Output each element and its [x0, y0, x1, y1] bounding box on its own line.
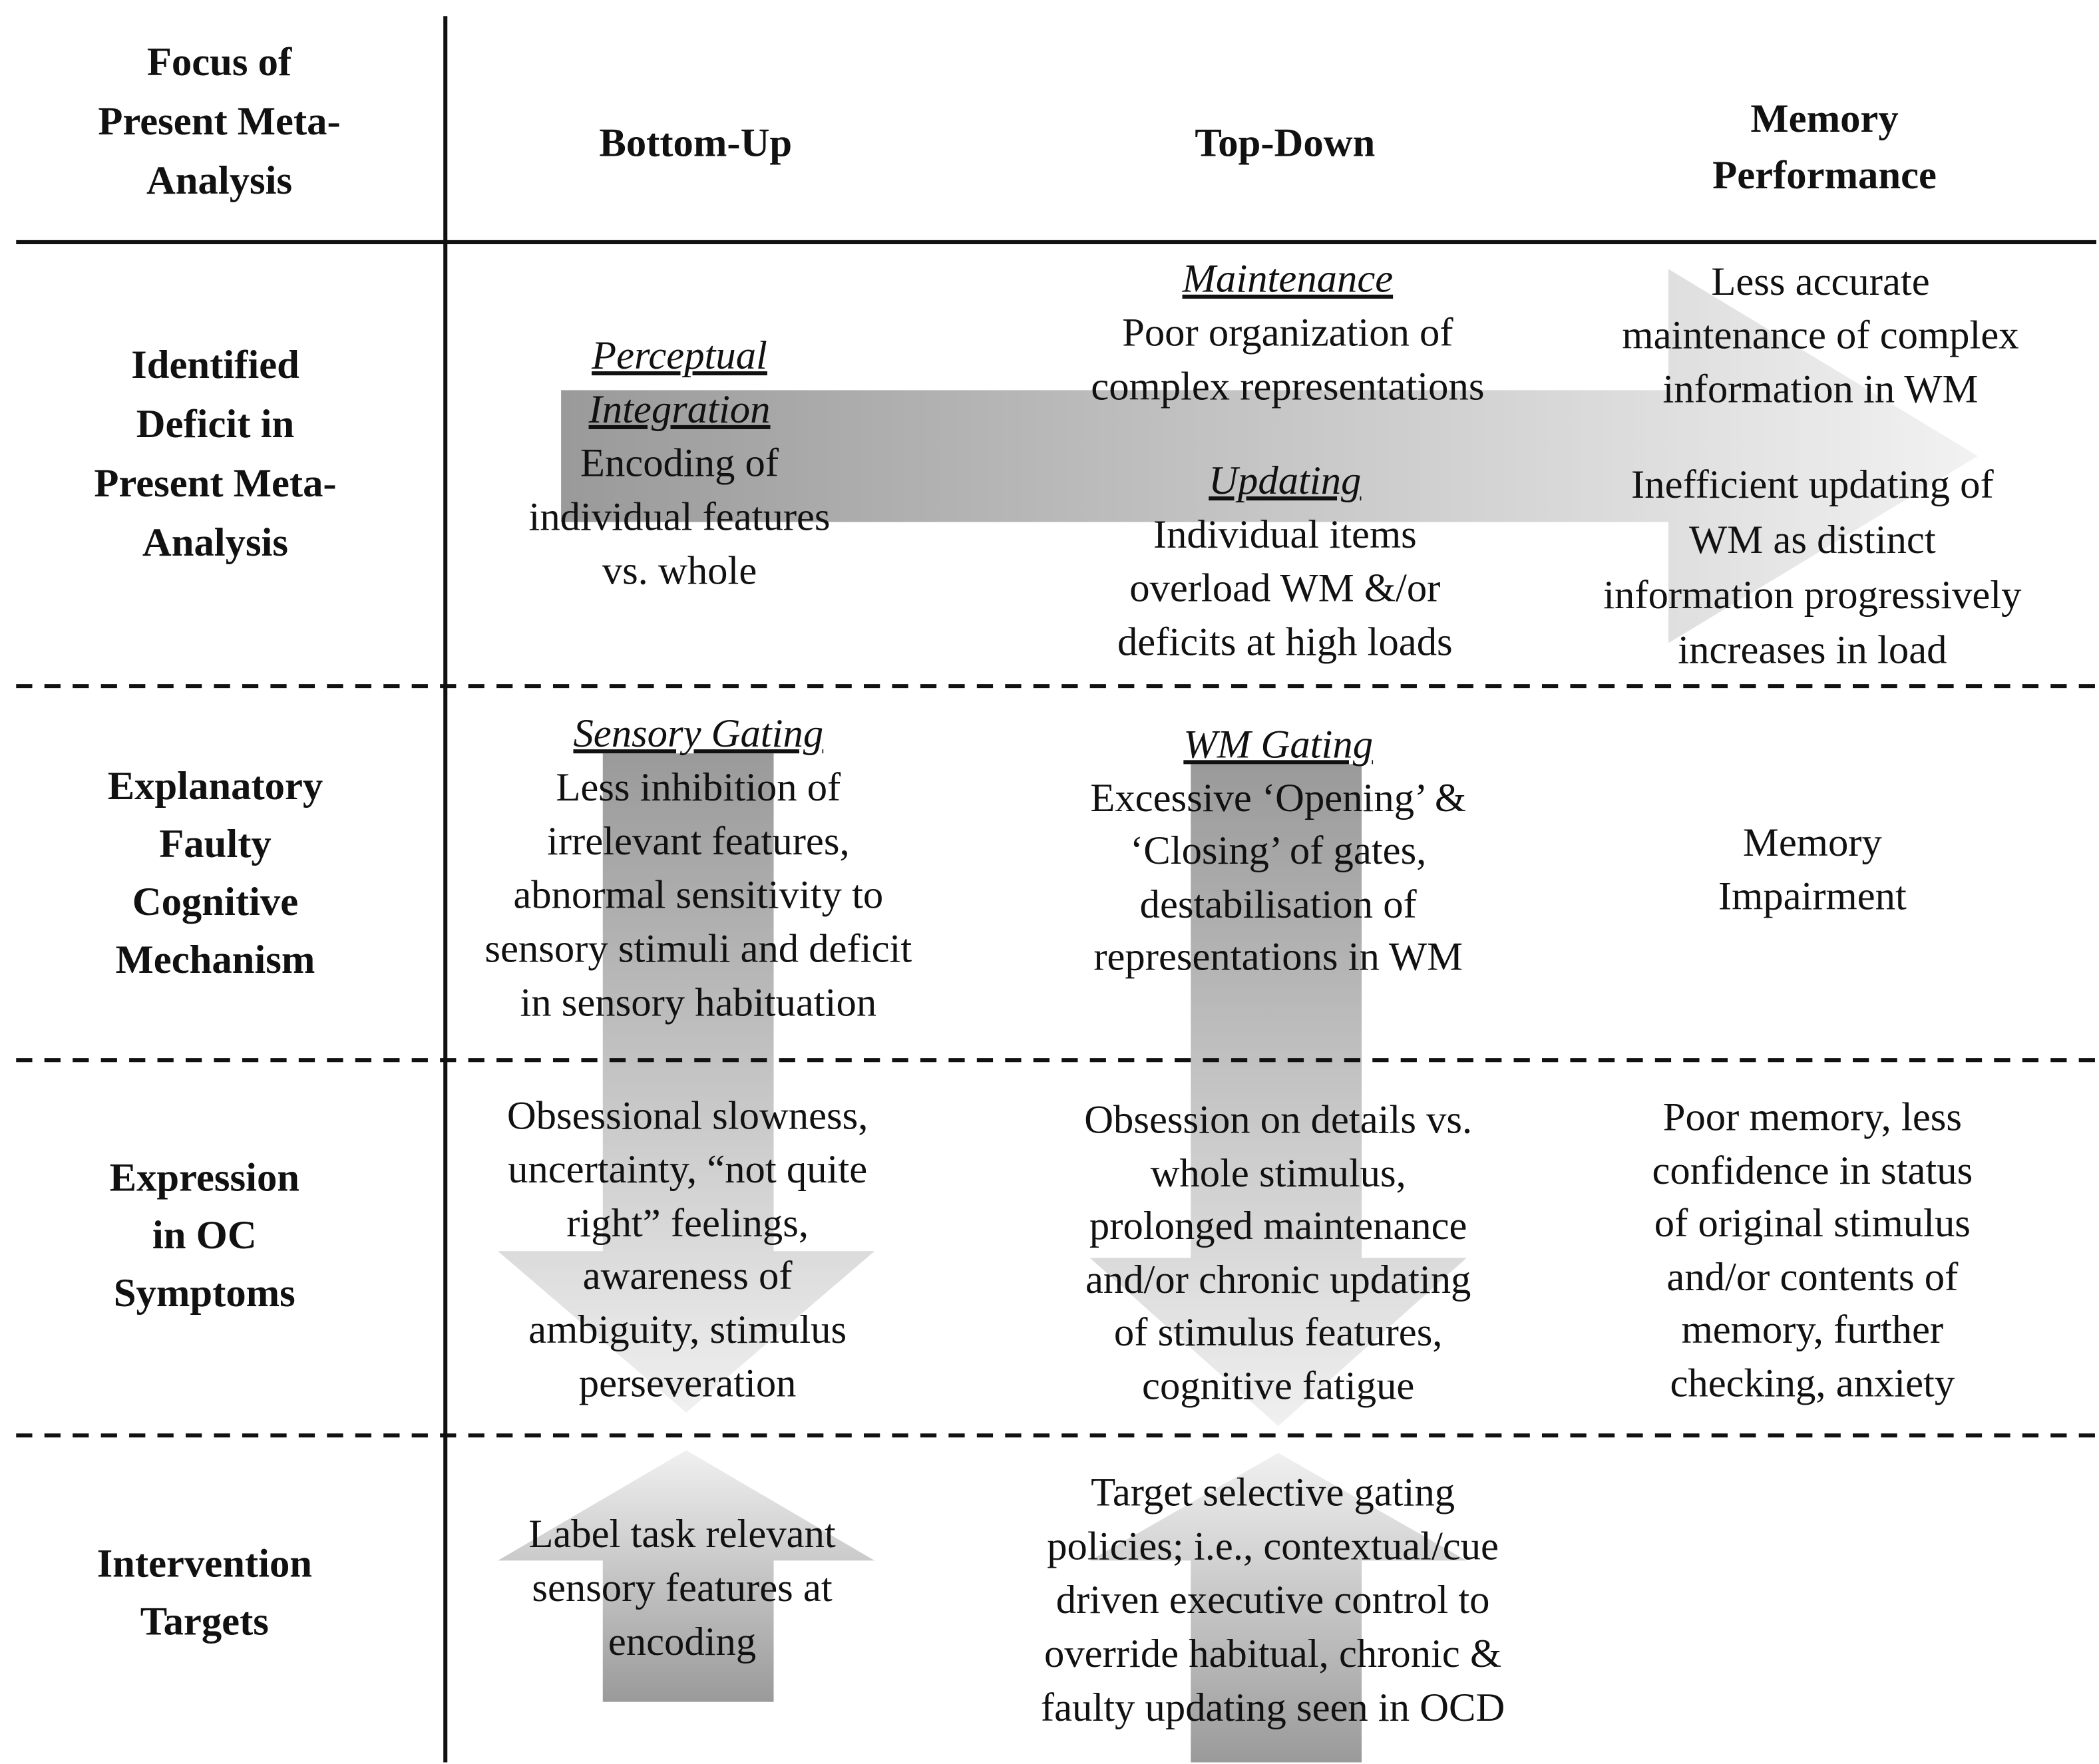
text-line: WM as distinct [1689, 518, 1936, 563]
text-line: memory, further [1681, 1308, 1944, 1353]
row-label-deficit [94, 336, 336, 573]
text-line: sensory features at [532, 1566, 833, 1611]
text-line: increases in load [1678, 628, 1947, 673]
text-line: maintenance of complex [1622, 313, 2019, 358]
text-line: Present Meta- [98, 99, 341, 144]
cell-title: Updating [1209, 458, 1362, 504]
cell-inefficient-updating [1603, 457, 2021, 678]
text-line: right” feelings, [566, 1200, 809, 1246]
cell-poor-memory [1652, 1091, 1973, 1411]
text-line: Targets [140, 1599, 269, 1644]
text-line: ambiguity, stimulus [528, 1308, 847, 1353]
text-line: Obsession on details vs. [1084, 1097, 1473, 1143]
header-bottom-up [599, 114, 792, 174]
text-line: Explanatory [107, 764, 323, 809]
text-line: override habitual, chronic & [1044, 1632, 1502, 1677]
text-line: Target selective gating [1091, 1470, 1455, 1515]
cell-title: Integration [588, 387, 771, 432]
text-line: Encoding of [580, 441, 779, 486]
cell-title: Maintenance [1182, 257, 1394, 301]
header-focus [98, 34, 340, 212]
cell-title: WM Gating [1183, 722, 1374, 767]
text-line: and/or contents of [1666, 1254, 1959, 1300]
text-line: in sensory habituation [520, 980, 877, 1025]
cell-label-task [528, 1508, 835, 1670]
text-line: Focus of [146, 40, 292, 85]
cell-title: Perceptual [592, 333, 767, 379]
text-line: Top-Down [1195, 120, 1376, 166]
text-line: Less inhibition of [556, 765, 841, 810]
text-line: Identified [131, 343, 299, 388]
text-line: Less accurate [1711, 260, 1930, 304]
text-line: representations in WM [1093, 935, 1463, 979]
text-line: Faulty [159, 822, 272, 867]
cell-perceptual-integration [528, 329, 830, 598]
text-line: Mechanism [115, 938, 315, 982]
text-line: Obsessional slowness, [506, 1093, 868, 1139]
cell-sensory-gating [484, 707, 912, 1030]
text-line: cognitive fatigue [1142, 1364, 1415, 1409]
text-line: checking, anxiety [1670, 1361, 1955, 1406]
text-line: Analysis [142, 520, 289, 566]
text-line: whole stimulus, [1150, 1150, 1406, 1196]
text-line: of original stimulus [1654, 1201, 1971, 1246]
text-line: Memory [1742, 820, 1882, 866]
text-line: of stimulus features, [1113, 1310, 1443, 1355]
text-line: vs. whole [602, 548, 757, 594]
text-line: and/or chronic updating [1085, 1257, 1471, 1302]
text-line: irrelevant features, [546, 819, 850, 864]
text-line: Excessive ‘Opening’ & [1090, 775, 1467, 820]
text-line: perseveration [578, 1361, 797, 1406]
text-line: Memory [1750, 96, 1899, 142]
text-line: complex representations [1091, 364, 1485, 409]
text-line: abnormal sensitivity to [513, 873, 884, 918]
row-label-intervention [97, 1535, 312, 1651]
cell-less-accurate [1622, 256, 2018, 417]
cell-memory-impairment [1718, 816, 1907, 924]
text-line: Deficit in [136, 402, 295, 447]
text-line: Poor organization of [1122, 311, 1453, 355]
cell-maintenance [1091, 253, 1484, 415]
cell-target-selective [1041, 1467, 1505, 1735]
text-line: Inefficient updating of [1631, 462, 1994, 508]
text-line: individual features [528, 495, 831, 540]
header-memory-performance [1712, 91, 1937, 204]
cell-wm-gating [1090, 719, 1466, 984]
text-line: overload WM &/or [1129, 566, 1441, 611]
text-line: faulty updating seen in OCD [1040, 1685, 1505, 1731]
text-line: ‘Closing’ of gates, [1130, 828, 1427, 874]
text-line: Present Meta- [94, 461, 337, 506]
text-line: information in WM [1662, 367, 1979, 412]
text-line: sensory stimuli and deficit [484, 927, 912, 971]
cell-updating [1117, 454, 1453, 669]
text-line: Label task relevant [528, 1512, 836, 1557]
text-line: Expression [109, 1155, 300, 1200]
text-line: confidence in status [1652, 1148, 1973, 1193]
text-line: Poor memory, less [1662, 1095, 1962, 1140]
cell-obsessional-slowness [507, 1090, 868, 1411]
text-line: uncertainty, “not quite [508, 1147, 868, 1192]
cell-title: Sensory Gating [573, 711, 824, 757]
row-label-symptoms [110, 1149, 299, 1323]
text-line: deficits at high loads [1117, 620, 1453, 665]
text-line: destabilisation of [1139, 882, 1417, 927]
text-line: Impairment [1718, 874, 1907, 919]
header-top-down [1195, 114, 1375, 174]
text-line: information progressively [1603, 573, 2022, 618]
text-line: Performance [1712, 153, 1937, 198]
text-line: Cognitive [132, 880, 299, 924]
cell-obsession-details [1084, 1094, 1472, 1413]
text-line: Analysis [146, 158, 293, 204]
text-line: policies; i.e., contextual/cue [1047, 1524, 1499, 1569]
text-line: encoding [608, 1620, 757, 1664]
text-line: driven executive control to [1055, 1578, 1490, 1623]
row-label-mechanism [108, 757, 323, 989]
text-line: Individual items [1153, 512, 1417, 558]
text-line: Symptoms [113, 1271, 295, 1316]
text-line: prolonged maintenance [1089, 1204, 1467, 1249]
text-line: awareness of [582, 1254, 793, 1299]
text-line: Bottom-Up [599, 120, 793, 166]
text-line: Intervention [96, 1541, 313, 1586]
text-line: in OC [152, 1213, 257, 1258]
